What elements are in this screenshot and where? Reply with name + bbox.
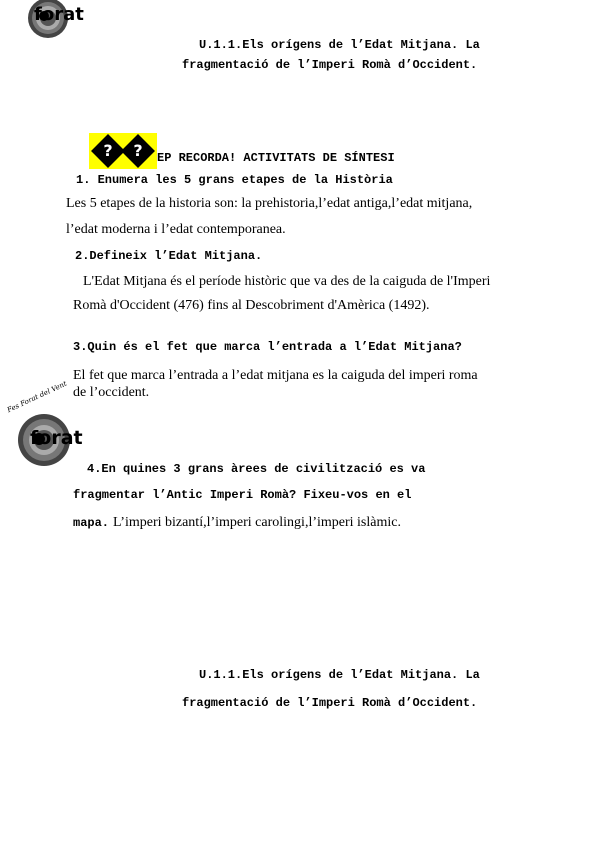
forat-logo-text: forat [30,427,83,449]
question-diamond-icon: ? [91,134,125,168]
question-diamond-icon: ? [121,134,155,168]
answer-1-line2: l’edat moderna i l’edat contemporanea. [66,222,286,237]
answer-4: L’imperi bizantí,l’imperi carolingi,l’imperi islàmic. [113,515,401,530]
question-3: 3.Quin és el fet que marca l’entrada a l’Edat Mitjana? [73,340,462,354]
forat-logo-tagline: Fes Forat del Vent [6,379,68,415]
question-2: 2.Defineix l’Edat Mitjana. [75,249,263,263]
answer-2-line2: Romà d'Occident (476) fins al Descobriment d'Amèrica (1492). [73,298,430,313]
answer-3-line1: El fet que marca l’entrada a l’edat mitjana es la caiguda del imperi roma [73,368,478,383]
header-title-line2: fragmentació de l’Imperi Romà d’Occident. [182,58,478,72]
answer-3-line2: de l’occident. [73,385,150,400]
question-4-line3 [73,513,401,531]
forat-logo-middle [6,379,83,467]
question-1: 1. Enumera les 5 grans etapes de la Història [76,173,393,187]
footer-title-line2: fragmentació de l’Imperi Romà d’Occident. [182,696,478,710]
section-banner [89,133,395,169]
answer-1-line1: Les 5 etapes de la historia son: la prehistoria,l’edat antiga,l’edat mitjana, [66,196,473,211]
question-4-line1: 4.En quines 3 grans àrees de civilització es va [87,462,426,476]
header-title-line1: U.1.1.Els orígens de l’Edat Mitjana. La [199,38,480,52]
forat-logo-text: forat [34,4,84,25]
section-heading: EP RECORDA! ACTIVITATS DE SÍNTESI [157,151,395,165]
question-4-line2: fragmentar l’Antic Imperi Romà? Fixeu-vos en el [73,488,412,502]
answer-2-line1: L'Edat Mitjana és el període històric que va des de la caiguda de l'Imperi [83,274,491,289]
forat-logo-top [14,0,84,44]
question-4-map-word: mapa. [73,516,110,530]
highlight-box [89,133,157,169]
footer-title-line1: U.1.1.Els orígens de l’Edat Mitjana. La [199,668,480,682]
